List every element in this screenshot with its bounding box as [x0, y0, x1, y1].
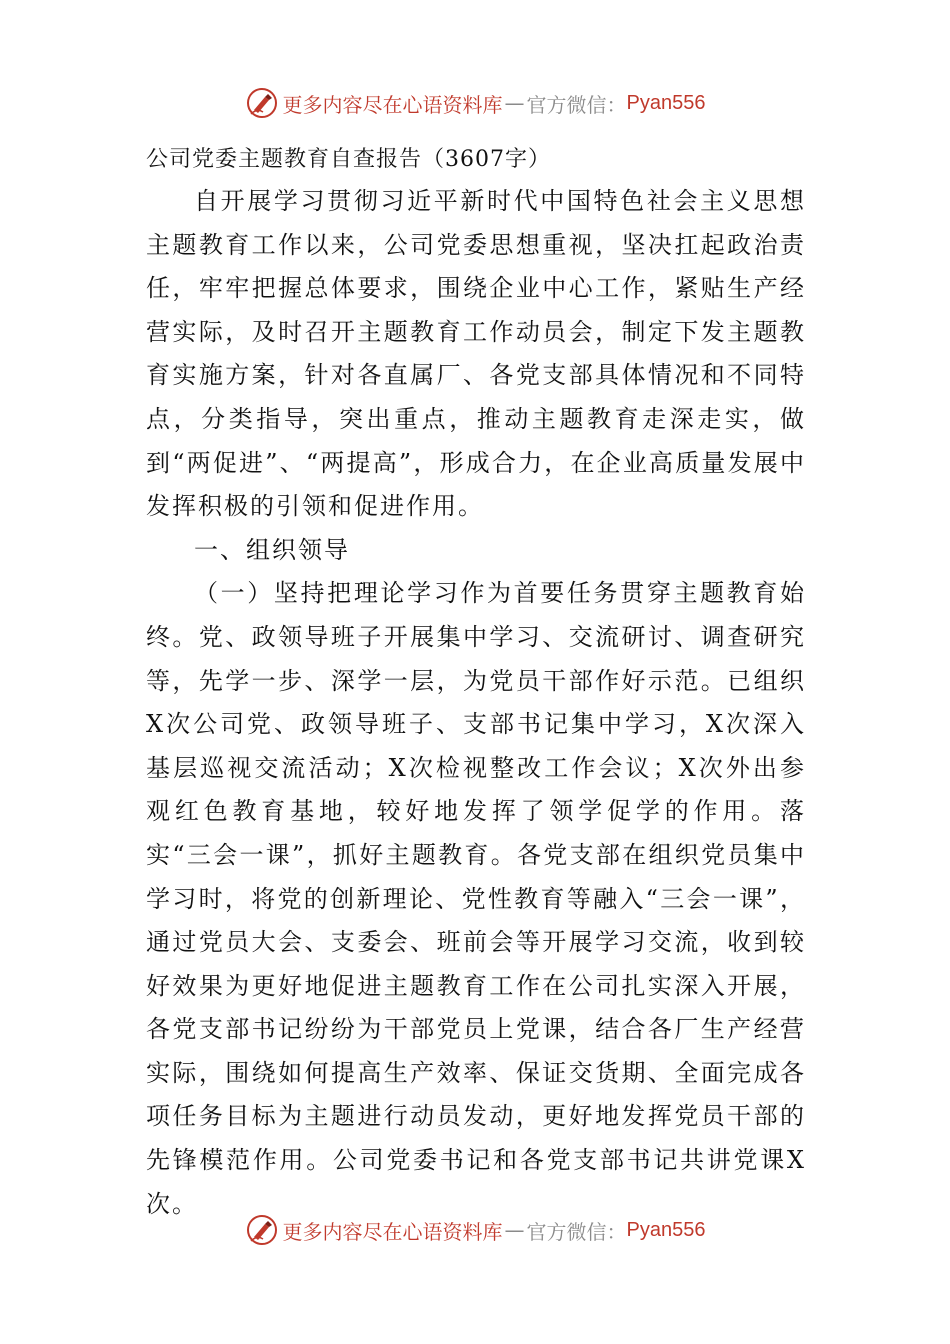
watermark-wechat-id: Pyan556: [626, 1218, 706, 1241]
watermark-label: 官方微信：: [526, 92, 627, 117]
watermark-wechat-id: Pyan556: [626, 91, 706, 114]
watermark-header: [0, 83, 950, 123]
pen-nib-logo-icon: [245, 1213, 279, 1247]
watermark-separator: —: [504, 1218, 525, 1242]
watermark-text: 更多内容尽在心语资料库: [282, 1219, 503, 1244]
watermark-text: 更多内容尽在心语资料库: [282, 92, 503, 117]
document-body: [146, 140, 806, 1226]
document-title: 公司党委主题教育自查报告（3607字）: [146, 147, 551, 172]
section-heading: 一、组织领导: [194, 535, 350, 564]
pen-nib-logo-icon: [245, 86, 279, 120]
watermark-footer: [0, 1210, 950, 1250]
watermark-label: 官方微信：: [526, 1219, 627, 1244]
intro-paragraph: 自开展学习贯彻习近平新时代中国特色社会主义思想主题教育工作以来，公司党委思想重视，坚决扛起政治责任，牢牢把握总体要求，围绕企业中心工作，紧贴生产经营实际，及时召开主题教育工作动员会，制定下发主题教育实施方案，针对各直属厂、各党支部具体情况和不同特点，分类指导，突出重点，推动主题教育走深走实，做到“两促进”、“两提高”，形成合力，在企业高质量发展中发挥积极的引领和促进作用。: [146, 187, 806, 521]
section-paragraph: （一）坚持把理论学习作为首要任务贯穿主题教育始终。党、政领导班子开展集中学习、交流研讨、调查研究等，先学一步、深学一层，为党员干部作好示范。已组织X次公司党、政领导班子、支部书记集中学习，X次深入基层巡视交流活动；X次检视整改工作会议；X次外出参观红色教育基地，较好地发挥了领学促学的作用。落实“三会一课”，抓好主题教育。各党支部在组织党员集中学习时，将党的创新理论、党性教育等融入“三会一课”，通过党员大会、支委会、班前会等开展学习交流，收到较好效果为更好地促进主题教育工作在公司扎实深入开展，各党支部书记纷纷为干部党员上党课，结合各厂生产经营实际，围绕如何提高生产效率、保证交货期、全面完成各项任务目标为主题进行动员发动，更好地发挥党员干部的先锋模范作用。公司党委书记和各党支部书记共讲党课X次。: [146, 579, 806, 1218]
watermark-separator: —: [504, 91, 525, 115]
